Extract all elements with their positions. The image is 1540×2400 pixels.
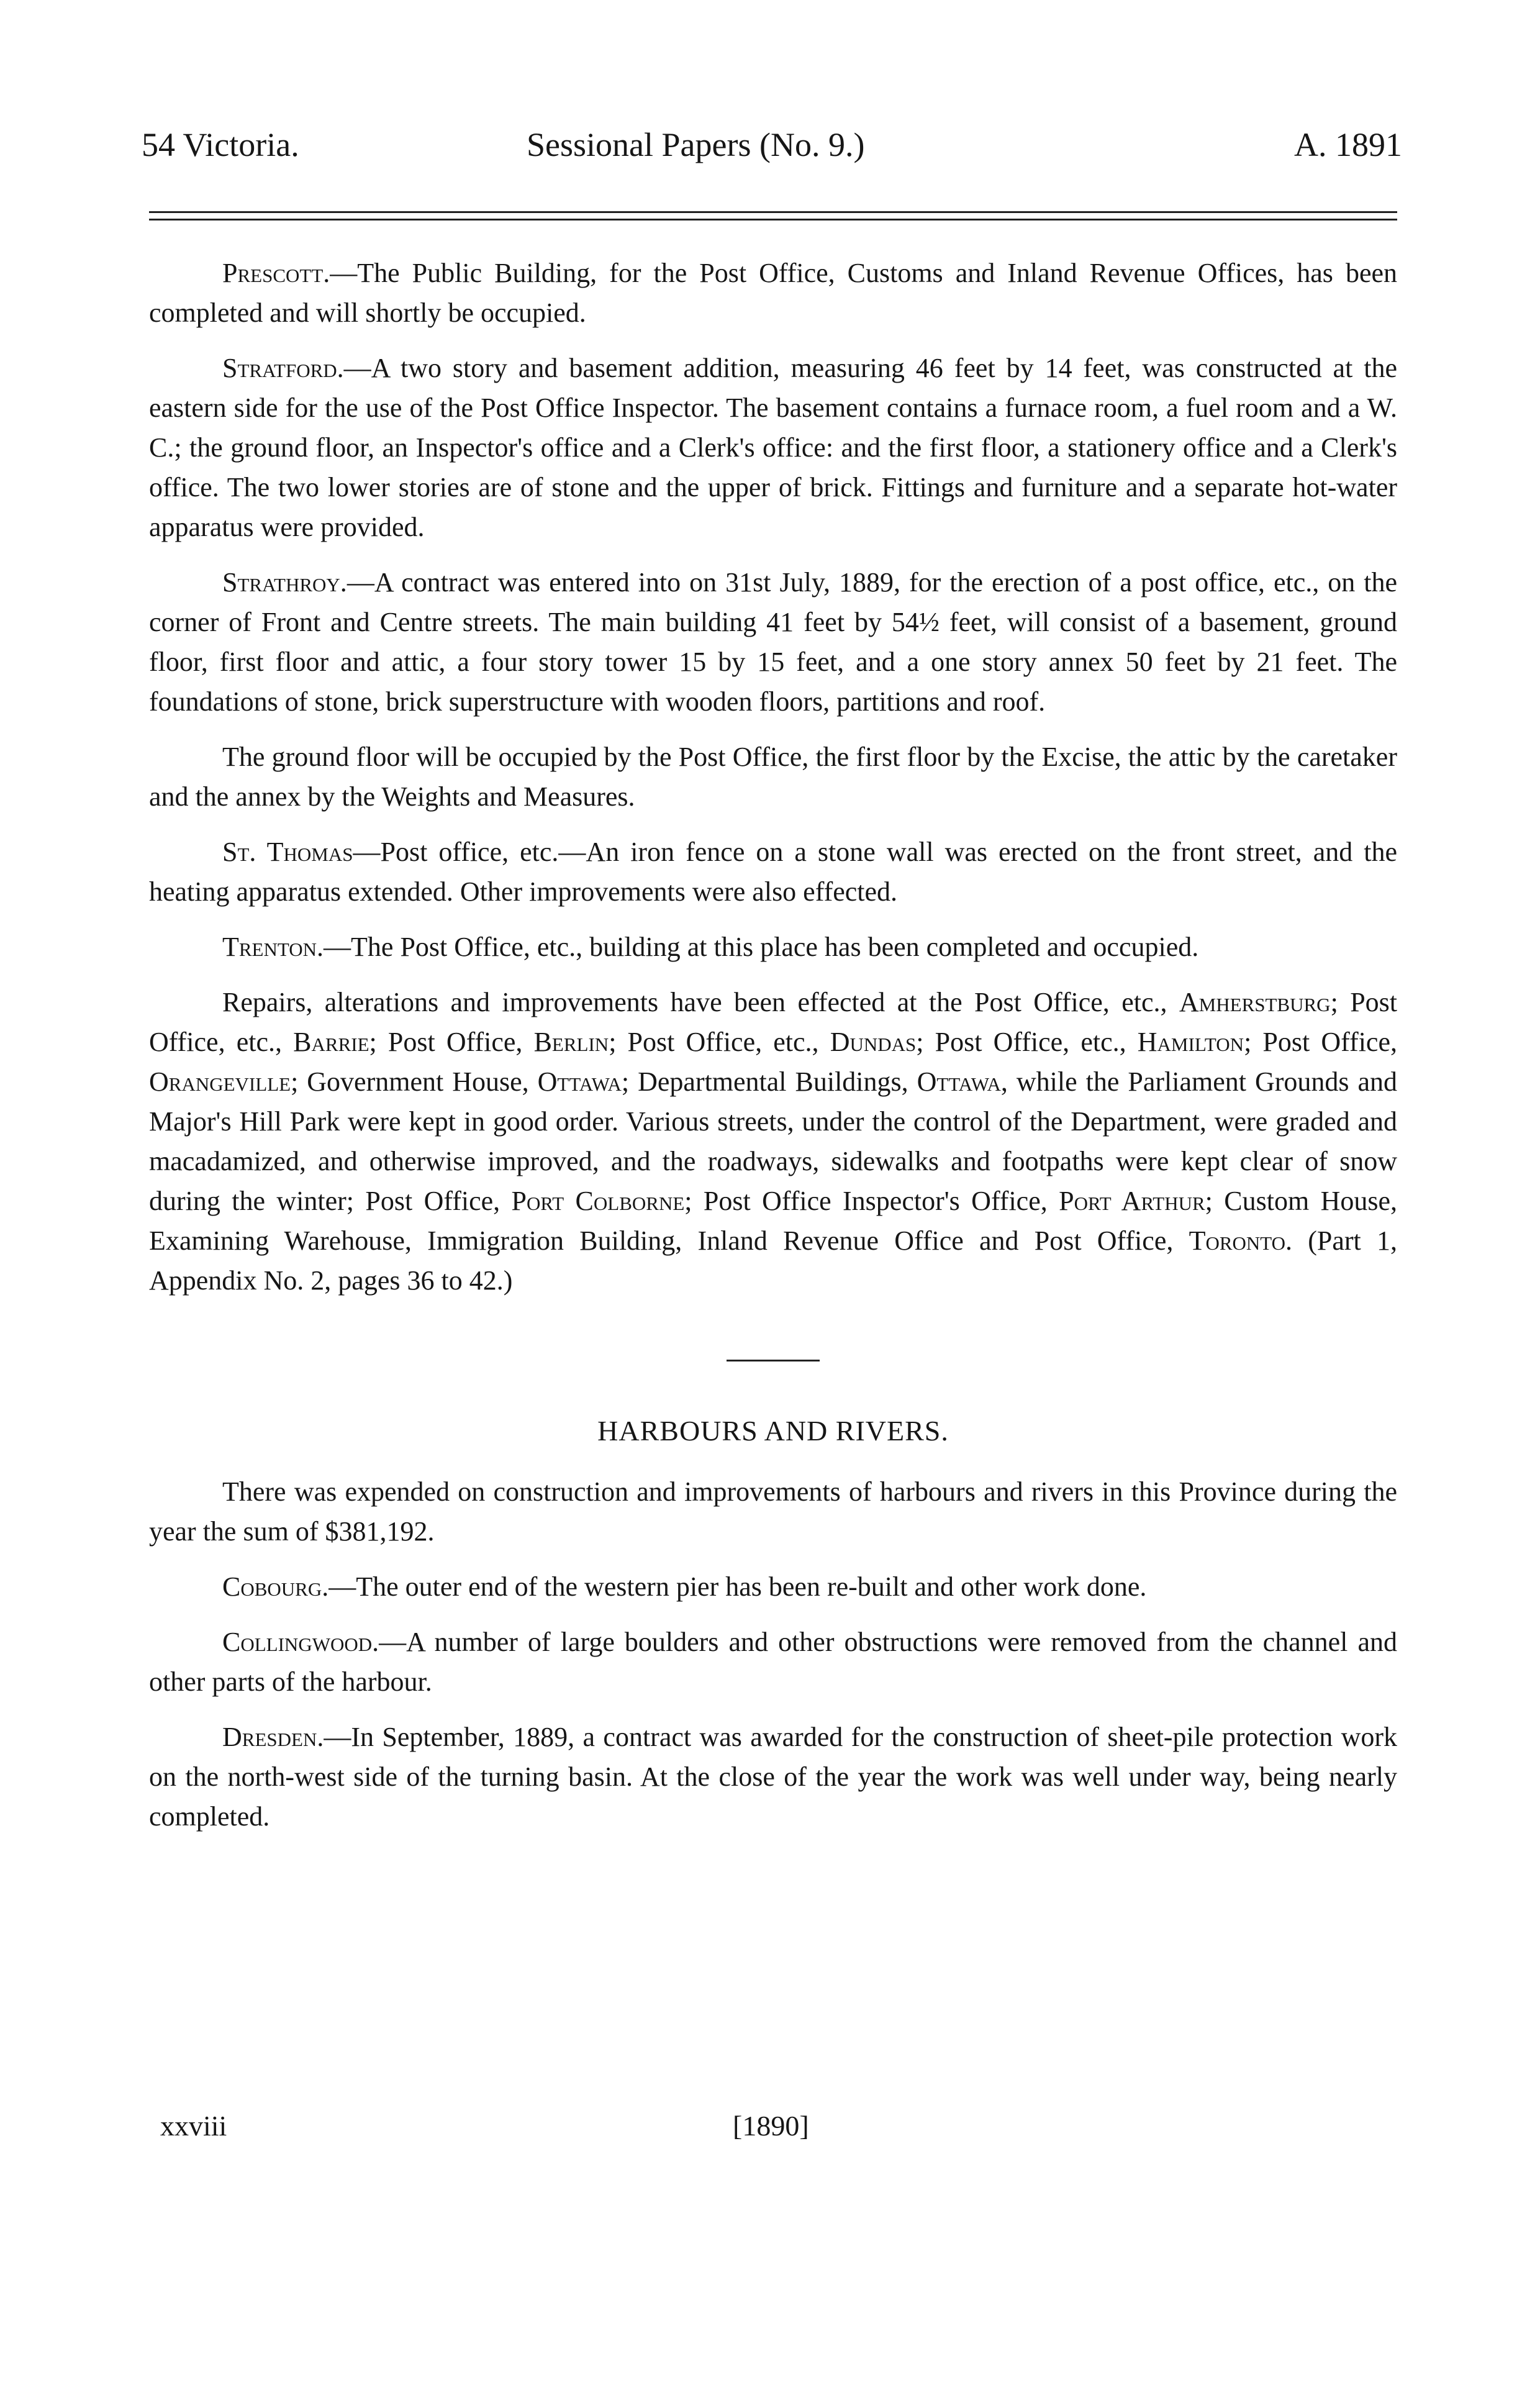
header-rule-bottom (149, 219, 1397, 220)
place-name: Strathroy. (222, 567, 347, 598)
text-run: ; Post Office, (369, 1027, 534, 1057)
place-name: Stratford. (222, 353, 344, 383)
text-run: ; Post Office, etc., (916, 1027, 1138, 1057)
place-name: Hamilton (1137, 1027, 1244, 1057)
place-name: Orangeville (149, 1066, 291, 1097)
place-name: St. Thomas (222, 837, 353, 867)
paragraph-strathroy-continued: The ground floor will be occupied by the Post Office, the first floor by the Excise, the attic by the caretaker and the annex by the Weights and Measures. (149, 742, 1397, 812)
paragraph-text: —A number of large boulders and other obstructions were removed from the channel and other parts of the harbour. (149, 1627, 1397, 1697)
text-run: ; Post Office, etc., (149, 987, 1398, 1057)
place-name: Dresden. (222, 1722, 324, 1752)
text-run: ; Government House, (291, 1066, 538, 1097)
place-name: Barrie (293, 1027, 369, 1057)
paragraph-text: —The outer end of the western pier has been re-built and other work done. (328, 1571, 1147, 1602)
text-run: ; Custom House, Examining Warehouse, Immigration Building, Inland Revenue Office and Post Office, (149, 1186, 1398, 1256)
page-header (142, 117, 1402, 173)
place-name: Cobourg. (222, 1571, 329, 1602)
session-label: 54 Victoria. (142, 126, 299, 163)
place-name: Ottawa (917, 1066, 1001, 1097)
footer-year: [1890] (733, 2110, 809, 2142)
text-run: ; Post Office Inspector's Office, (684, 1186, 1059, 1216)
paragraph-collingwood (149, 1622, 1397, 1702)
place-name: Ottawa (537, 1066, 622, 1097)
page-footer (160, 2104, 843, 2148)
paragraph-text: —The Public Building, for the Post Office, Customs and Inland Revenue Offices, has been completed and will shortly be occupied. (149, 258, 1397, 328)
paragraph-text: —A contract was entered into on 31st July, 1889, for the erection of a post office, etc., on the corner of Front and Centre streets. The main building 41 feet by 54½ feet, will consist of a basement, ground floor, first floor and attic, a four story tower 15 by 15 feet, and a one story annex 50 feet by 21 feet. The foundations of stone, brick superstructure with wooden floors, partitions and roof. (149, 567, 1397, 717)
page-number: xxviii (160, 2110, 227, 2142)
header-rule-top (149, 211, 1397, 213)
text-run: . (Part 1, Appendix No. 2, pages 36 to 42.) (149, 1225, 1397, 1296)
paragraph-cobourg (149, 1567, 1397, 1607)
place-name: Berlin (533, 1027, 609, 1057)
paragraph-dresden (149, 1717, 1397, 1837)
place-name: Amherstburg (1179, 987, 1331, 1017)
place-name: Trenton. (222, 932, 324, 962)
place-name: Port Colborne (511, 1186, 685, 1216)
paragraph-repairs (149, 983, 1397, 1301)
paragraph-text: —A two story and basement addition, measuring 46 feet by 14 feet, was constructed at the eastern side for the use of the Post Office Inspector. The basement contains a furnace room, a fuel room and a W. C.; the ground floor, an Inspector's office and a Clerk's office: and the first floor, a stationery office and a Clerk's office. The two lower stories are of stone and the upper of brick. Fittings and furniture and a separate hot-water apparatus were provided. (149, 353, 1397, 542)
paragraph-text: —The Post Office, etc., building at this place has been completed and occupied. (324, 932, 1199, 962)
paragraph-text: —Post office, etc.—An iron fence on a stone wall was erected on the front street, and the heating apparatus extended. Other improvements were also effected. (149, 837, 1397, 907)
paragraph-stratford (149, 348, 1397, 547)
text-run: , while the Parliament Grounds and Major's Hill Park were kept in good order. Various streets, under the control of the Department, were graded and macadamized, and otherwise improved, and the roadways, sidewalks and footpaths were kept clear of snow during the winter; Post Office, (149, 1066, 1398, 1216)
section-divider (727, 1360, 820, 1361)
place-name: Port Arthur (1059, 1186, 1205, 1216)
place-name: Prescott. (222, 258, 330, 288)
year-label: A. 1891 (1294, 126, 1402, 163)
paragraph-strathroy (149, 563, 1397, 722)
text-run: ; Departmental Buildings, (621, 1066, 917, 1097)
place-name: Dundas (830, 1027, 917, 1057)
paragraph-harbours-intro: There was expended on construction and improvements of harbours and rivers in this Province during the year the sum of $381,192. (149, 1476, 1397, 1547)
place-name: Collingwood. (222, 1627, 379, 1657)
place-name: Toronto (1189, 1225, 1286, 1256)
publication-title: Sessional Papers (No. 9.) (527, 126, 865, 163)
text-run: Repairs, alterations and improvements have been effected at the Post Office, etc., (222, 987, 1179, 1017)
paragraph-text: —In September, 1889, a contract was awarded for the construction of sheet-pile protection work on the north-west side of the turning basin. At the close of the year the work was well under way, being nearly completed. (149, 1722, 1397, 1832)
text-run: ; Post Office, (1244, 1027, 1397, 1057)
text-run: ; Post Office, etc., (609, 1027, 830, 1057)
section-heading: HARBOURS AND RIVERS. (597, 1415, 949, 1447)
paragraph-st-thomas (149, 832, 1397, 912)
paragraph-prescott (149, 253, 1397, 333)
page-body (149, 253, 1397, 1852)
paragraph-trenton (149, 927, 1397, 967)
